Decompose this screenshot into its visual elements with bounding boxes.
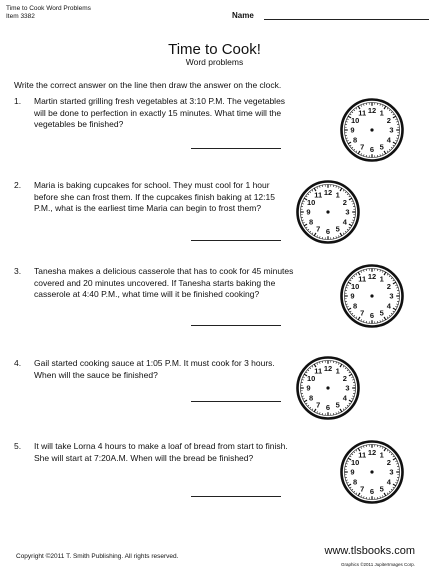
graphics-credit: Graphics ©2011 JupiterImages Corp.: [340, 562, 415, 567]
clock-number: 4: [386, 301, 391, 311]
problem-number: 5.: [14, 441, 22, 451]
clock-number: 12: [367, 448, 377, 458]
problem-text: It will take Lorna 4 hours to make a loaf of bread from start to finish. She will start at 7:20A.M. When will the bread be finished?: [34, 441, 288, 463]
clock-number: 5: [335, 400, 340, 410]
clock-number: 3: [345, 383, 350, 393]
clock-number: 8: [309, 217, 314, 227]
clock-number: 11: [314, 190, 323, 200]
clock-number: 10: [350, 281, 360, 291]
clock-number: 1: [379, 274, 384, 284]
clock-face-icon[interactable]: [340, 98, 404, 162]
clock-number: 3: [389, 125, 394, 135]
clock-number: 5: [379, 142, 384, 152]
clock-number: 7: [316, 400, 321, 410]
clock-number: 5: [379, 484, 384, 494]
clock-number: 2: [386, 281, 391, 291]
clock-number: 4: [386, 135, 391, 145]
problem-number: 1.: [14, 96, 22, 106]
clock-number: 6: [325, 227, 331, 237]
clock-face-icon[interactable]: [296, 180, 360, 244]
clock-number: 11: [358, 108, 367, 118]
clock-number: 7: [316, 224, 321, 234]
clock-number: 11: [358, 274, 367, 284]
clock-number: 9: [306, 207, 311, 217]
clock-number: 9: [350, 291, 355, 301]
clock-number: 11: [358, 450, 367, 460]
clock-number: 9: [350, 125, 355, 135]
clock-number: 5: [335, 224, 340, 234]
clock-number: 4: [386, 477, 391, 487]
clock-number: 9: [350, 467, 355, 477]
clock-number: 10: [350, 115, 360, 125]
copyright: Copyright ©2011 T. Smith Publishing. All rights reserved.: [16, 553, 179, 560]
header-left: [6, 5, 91, 21]
clock-number: 6: [369, 487, 375, 497]
problem-number: 4.: [14, 358, 22, 368]
problem-number: 3.: [14, 266, 22, 276]
clock-number: 7: [360, 484, 365, 494]
site-url[interactable]: www.tlsbooks.com: [324, 545, 415, 557]
instructions: Write the correct answer on the line then draw the answer on the clock.: [14, 80, 282, 90]
clock-number: 1: [335, 190, 340, 200]
problem-text: Gail started cooking sauce at 1:05 P.M. It must cook for 3 hours. When will the sauce be finished?: [34, 358, 275, 380]
clock-number: 4: [342, 393, 347, 403]
page-title: Time to Cook!: [168, 41, 261, 58]
clock-number: 11: [314, 366, 323, 376]
clock-number: 10: [306, 197, 316, 207]
name-line[interactable]: [264, 12, 429, 20]
clock-number: 6: [369, 311, 375, 321]
clock-number: 1: [379, 108, 384, 118]
name-field: [232, 11, 429, 20]
clock-number: 6: [369, 145, 375, 155]
clock-number: 2: [386, 115, 391, 125]
item-number: Item 3382: [6, 13, 35, 20]
clock-number: 6: [325, 403, 331, 413]
clock-number: 12: [323, 364, 333, 374]
clock-number: 8: [353, 477, 358, 487]
answer-line-1[interactable]: [191, 148, 281, 149]
clock-face-icon[interactable]: [340, 440, 404, 504]
answer-line-2[interactable]: [191, 240, 281, 241]
problem-text: Maria is baking cupcakes for school. They must cool for 1 hour before she can frost them. If the cupcakes finish baking at 12:15 P.M., what is the earliest time Maria can begin to frost them?: [34, 180, 275, 213]
clock-number: 12: [323, 188, 333, 198]
clock-number: 3: [389, 291, 394, 301]
clock-number: 1: [335, 366, 340, 376]
name-label: Name: [232, 11, 254, 20]
clock-number: 5: [379, 308, 384, 318]
clock-number: 8: [353, 301, 358, 311]
answer-line-5[interactable]: [191, 496, 281, 497]
clock-number: 2: [342, 373, 347, 383]
problem-text: Martin started grilling fresh vegetables at 3:10 P.M. The vegetables will be done to perfection in exactly 15 minutes. What time will the vegetables be finished?: [34, 96, 286, 129]
clock-number: 1: [379, 450, 384, 460]
clock-number: 2: [386, 457, 391, 467]
clock-number: 2: [342, 197, 347, 207]
problem-text: Tanesha makes a delicious casserole that has to cook for 45 minutes covered and 20 minutes uncovered. If Tanesha starts baking the casserole at 4:40 P.M., what time will it be finished cooking?: [34, 266, 294, 299]
problem-number: 2.: [14, 180, 22, 190]
answer-line-4[interactable]: [191, 401, 281, 402]
clock-number: 7: [360, 142, 365, 152]
clock-number: 3: [345, 207, 350, 217]
clock-number: 4: [342, 217, 347, 227]
clock-number: 10: [350, 457, 360, 467]
clock-number: 12: [367, 106, 377, 116]
clock-number: 7: [360, 308, 365, 318]
answer-line-3[interactable]: [191, 325, 281, 326]
clock-face-icon[interactable]: [296, 356, 360, 420]
clock-number: 3: [389, 467, 394, 477]
clock-face-icon[interactable]: [340, 264, 404, 328]
doc-title: Time to Cook Word Problems: [6, 5, 91, 12]
clock-number: 9: [306, 383, 311, 393]
clock-number: 8: [353, 135, 358, 145]
page-subtitle: Word problems: [185, 57, 244, 67]
clock-number: 8: [309, 393, 314, 403]
clock-number: 12: [367, 272, 377, 282]
clock-number: 10: [306, 373, 316, 383]
